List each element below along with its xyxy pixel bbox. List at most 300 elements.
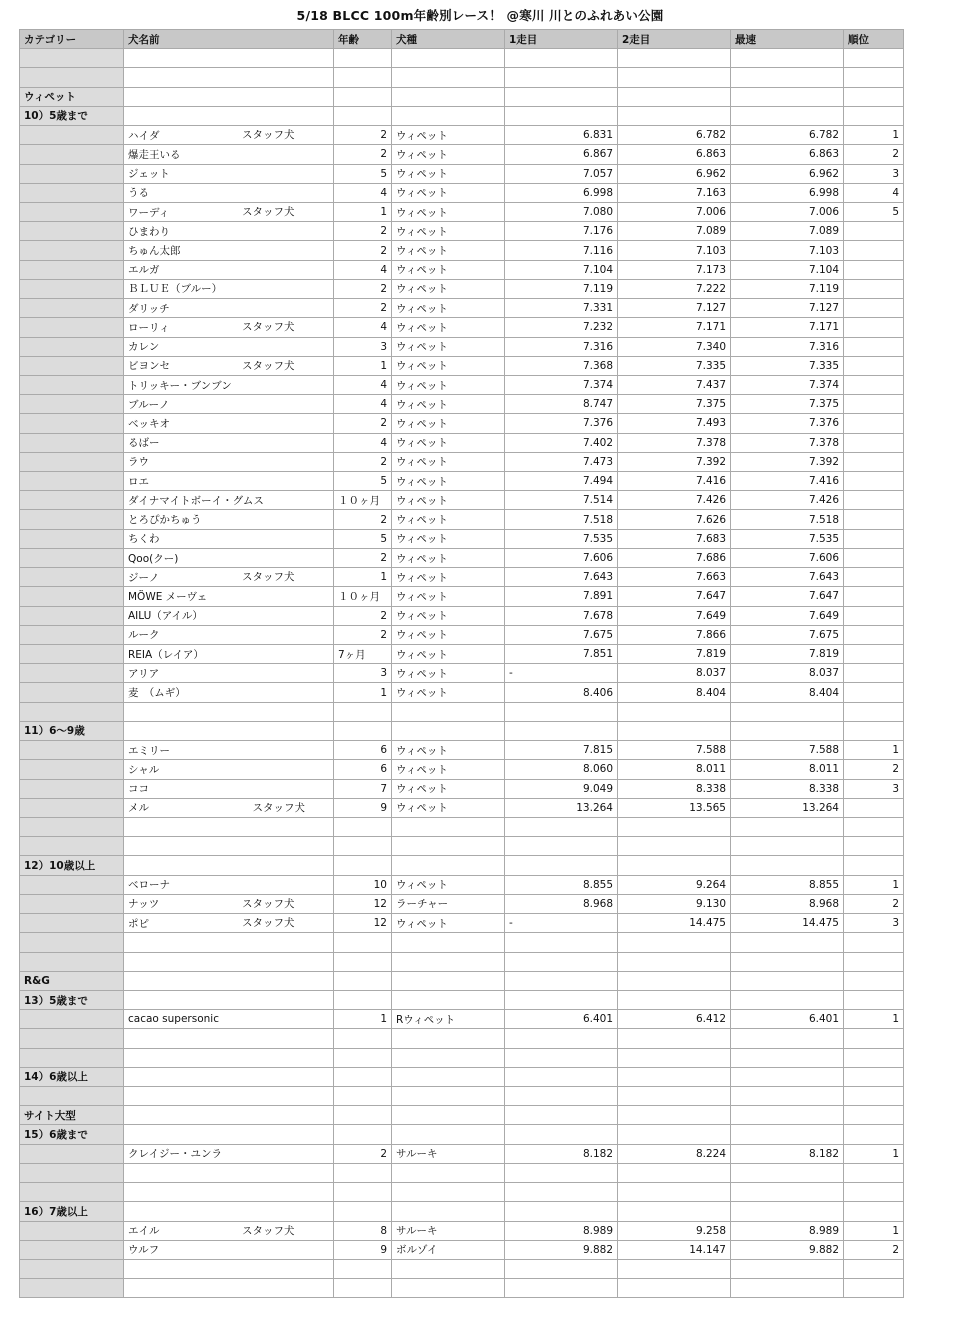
category-cell (20, 1163, 124, 1182)
age-cell (334, 1260, 392, 1279)
run2-cell (618, 68, 731, 87)
category-cell (20, 664, 124, 683)
run1-cell: 8.182 (505, 1144, 618, 1163)
age-cell: 2 (334, 510, 392, 529)
rank-cell (844, 1067, 904, 1086)
best-cell (731, 721, 844, 740)
best-cell: 7.375 (731, 395, 844, 414)
dog-name-cell (124, 222, 334, 241)
table-row (20, 1221, 904, 1240)
dog-name-cell (124, 106, 334, 125)
best-cell: 7.392 (731, 452, 844, 471)
age-cell (334, 702, 392, 721)
age-cell: 5 (334, 164, 392, 183)
best-cell: 8.182 (731, 1144, 844, 1163)
best-cell (731, 933, 844, 952)
run1-cell (505, 856, 618, 875)
run2-cell: 7.378 (618, 433, 731, 452)
rank-cell (844, 337, 904, 356)
table-row (20, 222, 904, 241)
age-cell: 1 (334, 202, 392, 221)
category-cell (20, 548, 124, 567)
staff-dog-tag: スタッフ犬 (242, 897, 295, 910)
staff-dog-tag: スタッフ犬 (242, 1224, 295, 1237)
age-cell: 2 (334, 452, 392, 471)
rank-cell: 3 (844, 779, 904, 798)
dog-name: ルーク (128, 629, 160, 642)
breed-cell: ウィペット (392, 433, 505, 452)
category-cell (20, 356, 124, 375)
table-row (20, 606, 904, 625)
run2-cell: 7.375 (618, 395, 731, 414)
dog-name: ラウ (128, 456, 149, 469)
age-cell: 9 (334, 1240, 392, 1259)
rank-cell (844, 1260, 904, 1279)
dog-name: ナッツ (128, 898, 160, 911)
table-row (20, 241, 904, 260)
run2-cell: 8.224 (618, 1144, 731, 1163)
rank-cell (844, 837, 904, 856)
dog-name-cell (124, 837, 334, 856)
run1-cell: 7.368 (505, 356, 618, 375)
breed-cell (392, 990, 505, 1009)
best-cell: 8.011 (731, 760, 844, 779)
table-row (20, 395, 904, 414)
rank-cell (844, 491, 904, 510)
breed-cell: ウィペット (392, 241, 505, 260)
rank-cell: 5 (844, 202, 904, 221)
breed-cell: ウィペット (392, 375, 505, 394)
table-row (20, 933, 904, 952)
best-cell (731, 49, 844, 68)
category-cell (20, 452, 124, 471)
category-cell (20, 260, 124, 279)
category-cell (20, 433, 124, 452)
dog-name-cell (124, 1183, 334, 1202)
breed-cell: ウィペット (392, 202, 505, 221)
dog-name-cell (124, 356, 334, 375)
category-cell (20, 375, 124, 394)
dog-name: ダリッチ (128, 302, 170, 315)
table-row (20, 452, 904, 471)
dog-name: ジェット (128, 168, 170, 181)
table-row (20, 529, 904, 548)
age-cell: 8 (334, 1221, 392, 1240)
run2-cell: 6.863 (618, 145, 731, 164)
age-cell: 5 (334, 529, 392, 548)
table-row (20, 414, 904, 433)
run1-cell: 9.049 (505, 779, 618, 798)
dog-name: アリア (128, 667, 160, 680)
run1-cell: 7.080 (505, 202, 618, 221)
rank-cell (844, 721, 904, 740)
run2-cell: 7.335 (618, 356, 731, 375)
best-cell: 7.647 (731, 587, 844, 606)
table-row (20, 260, 904, 279)
run2-cell: 7.649 (618, 606, 731, 625)
breed-cell: ウィペット (392, 548, 505, 567)
run1-cell: 8.968 (505, 894, 618, 913)
table-row (20, 664, 904, 683)
dog-name-cell (124, 625, 334, 644)
table-row (20, 318, 904, 337)
run1-cell: 6.401 (505, 1010, 618, 1029)
table-row (20, 433, 904, 452)
rank-cell (844, 587, 904, 606)
category-cell (20, 702, 124, 721)
run2-cell: 14.475 (618, 914, 731, 933)
breed-cell: ウィペット (392, 164, 505, 183)
best-cell: 7.535 (731, 529, 844, 548)
rank-cell (844, 568, 904, 587)
run1-cell: 7.675 (505, 625, 618, 644)
run2-cell (618, 1048, 731, 1067)
dog-name-cell (124, 702, 334, 721)
best-cell: 7.376 (731, 414, 844, 433)
best-cell (731, 817, 844, 836)
breed-cell: ウィペット (392, 260, 505, 279)
best-cell (731, 1048, 844, 1067)
dog-name-cell (124, 779, 334, 798)
age-cell (334, 971, 392, 990)
dog-name: エミリー (128, 744, 170, 757)
age-cell (334, 1106, 392, 1125)
best-cell: 6.401 (731, 1010, 844, 1029)
dog-name-cell (124, 1163, 334, 1182)
breed-cell: ウィペット (392, 472, 505, 491)
breed-cell: ウィペット (392, 356, 505, 375)
run1-cell: 9.882 (505, 1240, 618, 1259)
run1-cell: - (505, 664, 618, 683)
age-cell: 12 (334, 894, 392, 913)
table-row (20, 356, 904, 375)
category-cell (20, 279, 124, 298)
dog-name: ＢＬＵＥ（ブルー） (128, 283, 223, 296)
category-cell: 14）6歳以上 (20, 1067, 124, 1086)
category-cell (20, 741, 124, 760)
age-cell (334, 1048, 392, 1067)
dog-name-cell (124, 472, 334, 491)
category-cell (20, 472, 124, 491)
rank-cell: 1 (844, 1144, 904, 1163)
run1-cell: 7.643 (505, 568, 618, 587)
dog-name: ひまわり (128, 225, 170, 238)
category-cell: 12）10歳以上 (20, 856, 124, 875)
run1-cell: 7.402 (505, 433, 618, 452)
dog-name: ちゅん太郎 (128, 245, 181, 258)
age-cell: 2 (334, 414, 392, 433)
dog-name-cell (124, 1221, 334, 1240)
dog-name-cell (124, 414, 334, 433)
breed-cell (392, 49, 505, 68)
best-cell (731, 1183, 844, 1202)
run1-cell: 8.060 (505, 760, 618, 779)
dog-name-cell (124, 452, 334, 471)
age-cell: １０ヶ月 (334, 587, 392, 606)
breed-cell (392, 817, 505, 836)
header-run2: 2走目 (618, 30, 731, 49)
category-cell (20, 318, 124, 337)
dog-name-cell (124, 145, 334, 164)
rank-cell: 2 (844, 760, 904, 779)
run2-cell: 7.127 (618, 299, 731, 318)
age-cell: 4 (334, 260, 392, 279)
dog-name-cell (124, 1144, 334, 1163)
breed-cell (392, 1202, 505, 1221)
age-cell: 4 (334, 375, 392, 394)
dog-name-cell (124, 87, 334, 106)
breed-cell: ウィペット (392, 491, 505, 510)
header-category: カテゴリー (20, 30, 124, 49)
category-cell (20, 241, 124, 260)
dog-name-cell (124, 395, 334, 414)
best-cell: 9.882 (731, 1240, 844, 1259)
dog-name: とろぴかちゅう (128, 514, 202, 527)
best-cell: 8.855 (731, 875, 844, 894)
run2-cell: 7.686 (618, 548, 731, 567)
dog-name-cell (124, 1010, 334, 1029)
dog-name-cell (124, 817, 334, 836)
category-cell (20, 1010, 124, 1029)
run2-cell: 7.683 (618, 529, 731, 548)
dog-name-cell (124, 875, 334, 894)
run1-cell (505, 952, 618, 971)
breed-cell: ウィペット (392, 145, 505, 164)
dog-name: ウルフ (128, 1244, 160, 1257)
dog-name-cell (124, 990, 334, 1009)
run1-cell (505, 990, 618, 1009)
breed-cell (392, 837, 505, 856)
rank-cell (844, 318, 904, 337)
table-row (20, 837, 904, 856)
dog-name: ビヨンセ (128, 360, 170, 373)
dog-name: るばー (128, 437, 160, 450)
run2-cell: 7.222 (618, 279, 731, 298)
age-cell (334, 1125, 392, 1144)
run1-cell: 7.473 (505, 452, 618, 471)
rank-cell (844, 817, 904, 836)
table-row (20, 1183, 904, 1202)
rank-cell (844, 683, 904, 702)
run2-cell (618, 1260, 731, 1279)
run2-cell: 7.089 (618, 222, 731, 241)
rank-cell (844, 433, 904, 452)
run1-cell: 7.851 (505, 645, 618, 664)
breed-cell (392, 856, 505, 875)
table-row (20, 1106, 904, 1125)
dog-name-cell (124, 645, 334, 664)
dog-name-cell (124, 741, 334, 760)
rank-cell (844, 1048, 904, 1067)
run1-cell (505, 721, 618, 740)
table-row (20, 1260, 904, 1279)
category-cell (20, 1144, 124, 1163)
best-cell: 7.606 (731, 548, 844, 567)
dog-name: うる (128, 187, 149, 200)
dog-name-cell (124, 529, 334, 548)
dog-name-cell (124, 1125, 334, 1144)
category-cell: 11）6～9歳 (20, 721, 124, 740)
breed-cell: ウィペット (392, 510, 505, 529)
age-cell (334, 817, 392, 836)
run1-cell: 7.815 (505, 741, 618, 760)
category-cell (20, 49, 124, 68)
rank-cell (844, 510, 904, 529)
rank-cell (844, 1163, 904, 1182)
run2-cell: 7.340 (618, 337, 731, 356)
category-cell (20, 1029, 124, 1048)
run1-cell: 7.057 (505, 164, 618, 183)
category-cell (20, 1048, 124, 1067)
rank-cell (844, 1279, 904, 1298)
dog-name-cell (124, 337, 334, 356)
age-cell: 12 (334, 914, 392, 933)
table-row (20, 798, 904, 817)
dog-name: MÖWE メーヴェ (128, 590, 208, 603)
rank-cell (844, 68, 904, 87)
run2-cell (618, 933, 731, 952)
run2-cell: 7.866 (618, 625, 731, 644)
category-cell (20, 875, 124, 894)
run1-cell (505, 837, 618, 856)
staff-dog-tag: スタッフ犬 (242, 571, 295, 584)
run2-cell: 7.006 (618, 202, 731, 221)
rank-cell (844, 971, 904, 990)
rank-cell (844, 798, 904, 817)
header-dog-name: 犬名前 (124, 30, 334, 49)
dog-name-cell (124, 318, 334, 337)
run1-cell: 7.119 (505, 279, 618, 298)
run2-cell: 7.626 (618, 510, 731, 529)
rank-cell (844, 952, 904, 971)
run1-cell (505, 87, 618, 106)
run2-cell: 7.588 (618, 741, 731, 760)
best-cell: 7.416 (731, 472, 844, 491)
dog-name-cell (124, 1029, 334, 1048)
dog-name: ベッキオ (128, 417, 170, 430)
age-cell: 2 (334, 299, 392, 318)
category-cell (20, 933, 124, 952)
rank-cell (844, 375, 904, 394)
run2-cell: 7.163 (618, 183, 731, 202)
rank-cell: 1 (844, 1221, 904, 1240)
table-row (20, 1279, 904, 1298)
category-cell: ウィペット (20, 87, 124, 106)
run2-cell (618, 721, 731, 740)
breed-cell (392, 68, 505, 87)
run1-cell: 7.176 (505, 222, 618, 241)
breed-cell: ウィペット (392, 279, 505, 298)
best-cell: 13.264 (731, 798, 844, 817)
dog-name: ココ (128, 783, 149, 796)
breed-cell: ウィペット (392, 606, 505, 625)
breed-cell: ウィペット (392, 529, 505, 548)
category-cell (20, 510, 124, 529)
best-cell: 14.475 (731, 914, 844, 933)
category-cell (20, 914, 124, 933)
age-cell (334, 1202, 392, 1221)
staff-dog-tag: スタッフ犬 (242, 917, 295, 930)
breed-cell (392, 1048, 505, 1067)
category-cell: 16）7歳以上 (20, 1202, 124, 1221)
best-cell: 7.675 (731, 625, 844, 644)
rank-cell (844, 606, 904, 625)
table-row (20, 1029, 904, 1048)
run1-cell: 13.264 (505, 798, 618, 817)
category-cell (20, 337, 124, 356)
staff-dog-tag: スタッフ犬 (242, 129, 295, 142)
table-row (20, 1067, 904, 1086)
category-cell (20, 1279, 124, 1298)
dog-name-cell (124, 299, 334, 318)
dog-name-cell (124, 721, 334, 740)
age-cell: 6 (334, 760, 392, 779)
run2-cell: 7.416 (618, 472, 731, 491)
breed-cell: ウィペット (392, 395, 505, 414)
table-row (20, 760, 904, 779)
rank-cell (844, 299, 904, 318)
run2-cell (618, 952, 731, 971)
dog-name-cell (124, 1260, 334, 1279)
rank-cell (844, 1202, 904, 1221)
run1-cell (505, 1202, 618, 1221)
category-cell (20, 779, 124, 798)
age-cell: 1 (334, 356, 392, 375)
run1-cell (505, 933, 618, 952)
breed-cell: ウィペット (392, 587, 505, 606)
age-cell: 7 (334, 779, 392, 798)
best-cell (731, 68, 844, 87)
results-table (19, 29, 904, 1298)
run2-cell: 7.103 (618, 241, 731, 260)
rank-cell (844, 395, 904, 414)
run1-cell: 7.376 (505, 414, 618, 433)
table-row (20, 337, 904, 356)
breed-cell: ウィペット (392, 645, 505, 664)
best-cell: 7.127 (731, 299, 844, 318)
run2-cell: 8.338 (618, 779, 731, 798)
table-row (20, 568, 904, 587)
run2-cell (618, 1163, 731, 1182)
table-row (20, 1010, 904, 1029)
run1-cell: 7.518 (505, 510, 618, 529)
run1-cell: 7.678 (505, 606, 618, 625)
dog-name-cell (124, 894, 334, 913)
breed-cell (392, 87, 505, 106)
age-cell (334, 933, 392, 952)
age-cell: 2 (334, 1144, 392, 1163)
run1-cell: 6.831 (505, 126, 618, 145)
age-cell: 4 (334, 318, 392, 337)
run1-cell (505, 1163, 618, 1182)
age-cell (334, 1067, 392, 1086)
rank-cell (844, 260, 904, 279)
run2-cell: 14.147 (618, 1240, 731, 1259)
category-cell (20, 1087, 124, 1106)
dog-name: AILU（アイル） (128, 610, 203, 623)
breed-cell (392, 1125, 505, 1144)
table-row (20, 472, 904, 491)
table-row (20, 1202, 904, 1221)
category-cell (20, 222, 124, 241)
breed-cell (392, 702, 505, 721)
category-cell (20, 183, 124, 202)
best-cell: 7.335 (731, 356, 844, 375)
run1-cell (505, 1048, 618, 1067)
breed-cell (392, 1106, 505, 1125)
category-cell (20, 299, 124, 318)
table-row (20, 645, 904, 664)
